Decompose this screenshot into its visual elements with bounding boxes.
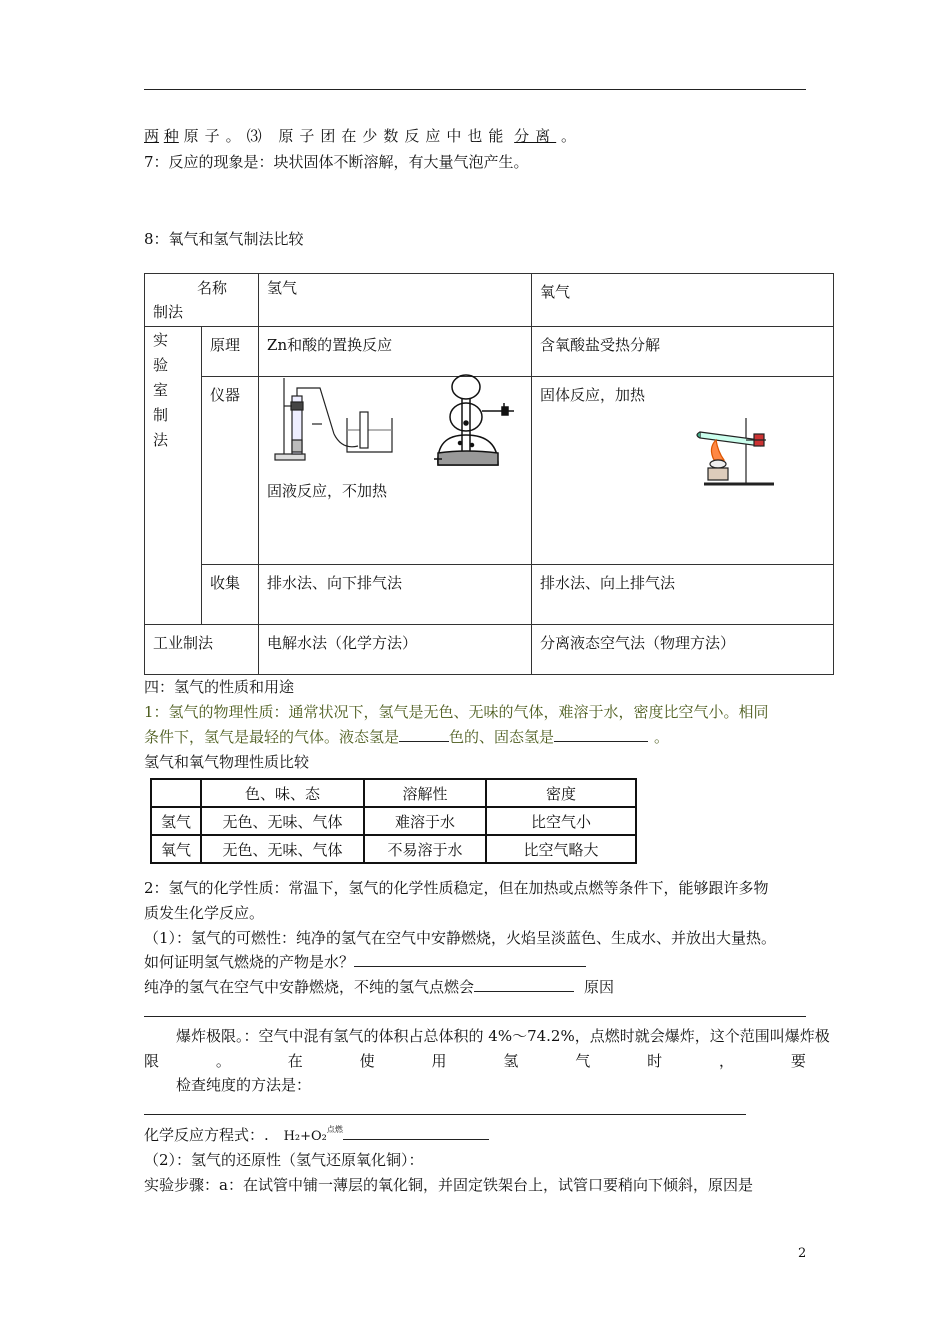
o2-heating-apparatus-image xyxy=(694,410,780,486)
reduction-heading: （2）：氢气的还原性（氢气还原氧化铜）： xyxy=(144,1151,424,1169)
section-4-heading: 四：氢气的性质和用途 xyxy=(144,678,295,696)
o2-industry: 分离液态空气法（物理方法） xyxy=(532,625,834,675)
industry-label: 工业制法 xyxy=(145,625,259,675)
explosion-limit-line-1: 爆炸极限。：空气中混有氢气的体积占总体积的 4%～74.2%，点燃时就会爆炸，这个范围叫爆炸极 xyxy=(176,1027,830,1045)
o2-principle: 含氧酸盐受热分解 xyxy=(532,327,834,377)
equation-blank[interactable] xyxy=(343,1125,489,1140)
o2-header: 氧气 xyxy=(532,274,834,327)
o2-collect: 排水法、向上排气法 xyxy=(532,565,834,625)
experiment-steps-line: 实验步骤：a：在试管中铺一薄层的氧化铜，并固定铁架台上，试管口要稍向下倾斜，原因是 xyxy=(144,1176,753,1194)
equation-line: 化学反应方程式：. H₂+O₂$^{点燃}$ xyxy=(144,1124,489,1145)
h2-principle: Zn和酸的置换反应 xyxy=(259,327,532,377)
kipp-apparatus-image xyxy=(432,373,524,471)
chemical-properties-line-2: 质发生化学反应。 xyxy=(144,904,265,922)
combustion-line: （1）：氢气的可燃性：纯净的氢气在空气中安静燃烧，火焰呈淡蓝色、生成水、并放出大量热。 xyxy=(144,929,777,947)
impure-h2-blank[interactable] xyxy=(474,977,574,992)
answer-rule-1 xyxy=(144,1016,806,1017)
explosion-limit-line-2: 限 。 在 使 用 氢 气 时 ， 要 xyxy=(144,1052,806,1070)
text-line-atoms: 两 种 原子。⑶ 原子团在少数反应中也能 分离 。 xyxy=(144,127,576,145)
h2-generator-apparatus-image xyxy=(272,374,402,466)
physical-property-table xyxy=(150,778,637,864)
header-corner: 名称 制法 xyxy=(145,274,259,327)
principle-label: 原理 xyxy=(202,327,259,377)
answer-rule-2 xyxy=(144,1114,746,1115)
chemical-properties-line-1: 2：氢气的化学性质：常温下，氢气的化学性质稳定，但在加热或点燃等条件下，能够跟许多物 xyxy=(144,879,769,897)
purity-check-line: 检查纯度的方法是： xyxy=(176,1076,312,1094)
physical-properties-line-2: 条件下，氢气是最轻的气体。液态氢是 色的、固态氢是 。 xyxy=(144,728,670,746)
physical-properties-line-1: 1：氢气的物理性质：通常状况下，氢气是无色、无味的气体，难溶于水，密度比空气小。相同 xyxy=(144,703,769,721)
h2-apparatus-cell: 固液反应，不加热 xyxy=(259,377,532,565)
prove-water-line: 如何证明氢气燃烧的产物是水？ xyxy=(144,951,586,972)
text-line-8: 8：氧气和氢气制法比较 xyxy=(144,230,304,248)
prove-water-blank[interactable] xyxy=(354,952,586,967)
h2-header: 氢气 xyxy=(259,274,532,327)
page-number: 2 xyxy=(798,1246,807,1261)
table-row: 色、味、态 溶解性 密度 xyxy=(151,779,636,807)
lab-method-cell: 实 验 室 制 法 xyxy=(145,327,202,625)
liquid-h2-color-blank[interactable] xyxy=(399,727,449,742)
solid-h2-blank[interactable] xyxy=(554,727,648,742)
header-rule xyxy=(144,89,806,90)
text-line-7: 7：反应的现象是：块状固体不断溶解，有大量气泡产生。 xyxy=(144,153,529,171)
table-row: 氢气 无色、无味、气体 难溶于水 比空气小 xyxy=(151,807,636,835)
h2-collect: 排水法、向下排气法 xyxy=(259,565,532,625)
comparison-title: 氢气和氧气物理性质比较 xyxy=(144,753,310,771)
o2-apparatus-cell: 固体反应，加热 xyxy=(532,377,834,565)
impure-h2-line: 纯净的氢气在空气中安静燃烧，不纯的氢气点燃会 原因 xyxy=(144,978,615,996)
table-row: 氧气 无色、无味、气体 不易溶于水 比空气略大 xyxy=(151,835,636,863)
collect-label: 收集 xyxy=(202,565,259,625)
apparatus-label: 仪器 xyxy=(202,377,259,565)
h2-industry: 电解水法（化学方法） xyxy=(259,625,532,675)
